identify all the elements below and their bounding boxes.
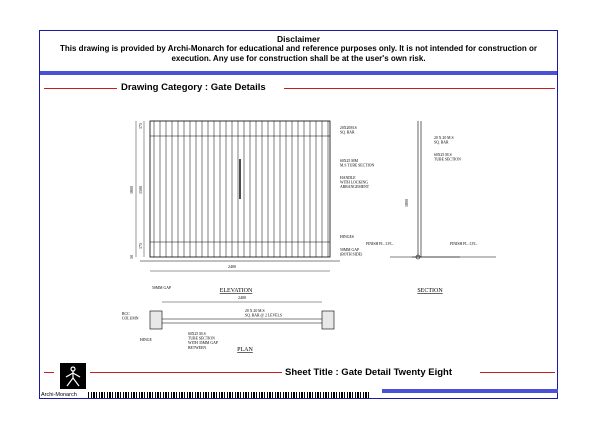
disclaimer-block: [40, 31, 557, 71]
elev-label-finish: FINISH FL. LVL.: [366, 242, 394, 246]
elev-dim-bottom: 175: [138, 243, 143, 249]
plan-title: PLAN: [237, 347, 253, 353]
elev-dim-height: 1800: [129, 186, 134, 194]
title-block: [40, 361, 557, 399]
section-label-bar: 20 X 20 M.S SQ. BAR: [434, 136, 454, 145]
elev-label-handle: HANDLE WITH LOCKING ARRANGEMENT: [340, 176, 370, 190]
elev-label-bar: 20X20M.S SQ. BAR: [340, 126, 357, 135]
elev-label-gap: 50MM GAP (BOTH SIDE): [340, 248, 363, 257]
red-rule-left: [44, 88, 117, 89]
archi-monarch-logo: [60, 363, 86, 389]
category-header: [40, 80, 557, 96]
sheet-title: Sheet Title : Gate Detail Twenty Eight: [285, 367, 452, 378]
plan-view: [150, 302, 334, 329]
plan-label-tube: 60X25 M.S TUBE SECTION WITH 35MM GAP BETWEEN: [188, 332, 218, 350]
section-title: SECTION: [417, 288, 443, 294]
elev-dim-mid: 1500: [138, 186, 143, 194]
elevation-view: [136, 121, 460, 271]
elev-dim-top: 175: [138, 123, 143, 129]
divider-bar: [40, 71, 557, 75]
section-dim-height: 1800: [404, 199, 409, 207]
elev-dim-width: 2400: [228, 264, 236, 269]
elevation-title: ELEVATION: [219, 288, 253, 294]
disclaimer-title: Disclaimer: [277, 34, 320, 44]
brand-strip: [40, 391, 557, 399]
section-view: [412, 121, 496, 259]
brand-name: Archi-Monarch: [41, 392, 77, 398]
elev-label-gap-left: 50MM GAP: [152, 286, 172, 290]
plan-label-bar: 20 X 20 M.S SQ. BAR @ 2 LEVELS: [245, 309, 282, 318]
plan-label-rcc: RCC COLUMN: [122, 312, 139, 321]
section-label-finish: FINISH FL. LVL.: [450, 242, 478, 246]
red-rule-footer-mid: [90, 372, 282, 373]
gate-pickets: [154, 121, 328, 257]
monarch-figure-icon: [60, 363, 86, 389]
drawing-area: [40, 99, 557, 361]
plan-label-hinge: HINGE: [140, 338, 152, 342]
elev-label-tube: 60X25 MM M.S TUBE SECTION: [340, 159, 375, 168]
section-label-tube: 60X25 M.S TUBE SECTION: [434, 153, 461, 162]
red-rule-right: [284, 88, 555, 89]
elev-dim-base: 50: [129, 255, 134, 259]
red-rule-footer-left: [44, 372, 54, 373]
drawing-sheet: [39, 30, 558, 399]
red-rule-footer-right: [480, 372, 555, 373]
accent-bar: [382, 389, 558, 393]
disclaimer-text: This drawing is provided by Archi-Monarch for educational and reference purposes only. It is not intended for construction or execution. Any use for construction shall be at the user's own risk.: [60, 44, 537, 63]
gate-drawing: [40, 99, 559, 361]
drawing-category: Drawing Category : Gate Details: [121, 82, 266, 93]
plan-dim-width: 2400: [238, 295, 246, 300]
elev-label-hinges: HINGES: [340, 235, 354, 239]
barcode-strip: [88, 392, 371, 398]
